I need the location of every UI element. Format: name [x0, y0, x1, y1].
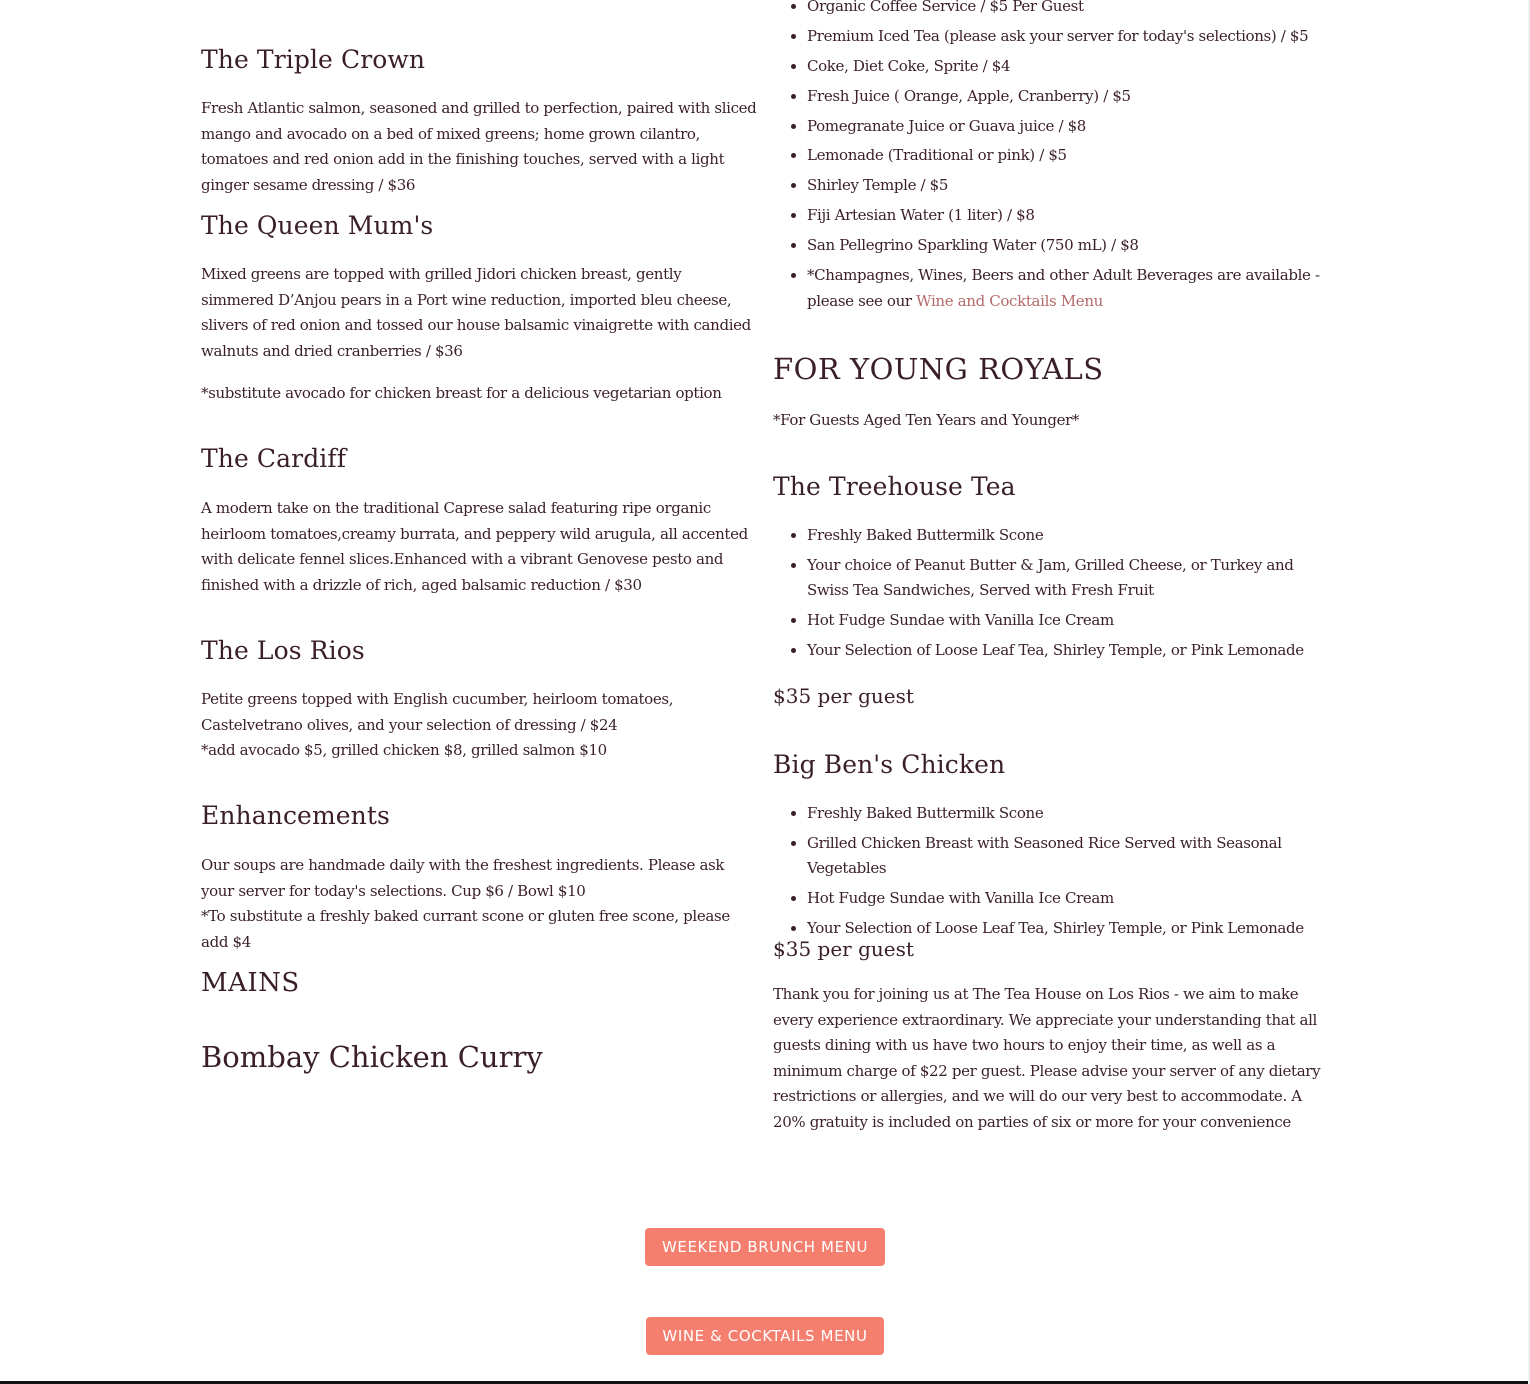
dish-desc-triple-crown: Fresh Atlantic salmon, seasoned and grilled to perfection, paired with sliced mango and avocado on a bed of mixed greens; home grown cilantro, tomatoes and red onion add in the finishing touches, served with a light ginger sesame dressing / $36	[201, 99, 757, 194]
list-item: • Your choice of Peanut Butter & Jam, Grilled Cheese, or Turkey and Swiss Tea Sandwiches, Served with Fresh Fruit	[807, 553, 1329, 604]
list-item: • Freshly Baked Buttermilk Scone	[807, 523, 1329, 549]
wine-cocktails-menu-button[interactable]: WINE & COCKTAILS MENU	[646, 1317, 884, 1355]
dish-title-triple-crown: The Triple Crown	[201, 45, 426, 74]
beverage-list	[773, 0, 1329, 318]
dish-desc-enhancements: Our soups are handmade daily with the freshest ingredients. Please ask your server for today's selections. Cup $6 / Bowl $10	[201, 856, 725, 900]
list-item: • Fiji Artesian Water (1 liter) / $8	[807, 203, 1329, 229]
list-item: • Lemonade (Traditional or pink) / $5	[807, 143, 1329, 169]
list-item-adult-beverages	[807, 263, 1329, 314]
list-item: • Hot Fudge Sundae with Vanilla Ice Cream	[807, 886, 1329, 912]
list-item: • Shirley Temple / $5	[807, 173, 1329, 199]
list-item: • Organic Coffee Service / $5 Per Guest	[807, 0, 1329, 20]
dish-title-bombay-chicken-curry: Bombay Chicken Curry	[201, 1040, 543, 1074]
young-royals-subtitle: *For Guests Aged Ten Years and Younger*	[773, 411, 1080, 429]
list-item: • San Pellegrino Sparkling Water (750 mL) / $8	[807, 233, 1329, 259]
dish-desc-cardiff: A modern take on the traditional Caprese salad featuring ripe organic heirloom tomatoes,creamy burrata, and peppery wild arugula, all accented with delicate fennel slices.Enhanced with a vibrant Genovese pesto and finished with a drizzle of rich, aged balsamic reduction / $30	[201, 499, 748, 594]
dish-note-queen-mum: *substitute avocado for chicken breast for a delicious vegetarian option	[201, 384, 722, 402]
big-bens-chicken-list	[773, 801, 1329, 946]
list-item: • Coke, Diet Coke, Sprite / $4	[807, 54, 1329, 80]
treehouse-tea-list	[773, 523, 1329, 668]
list-item: • Hot Fudge Sundae with Vanilla Ice Cream	[807, 608, 1329, 634]
list-item: • Freshly Baked Buttermilk Scone	[807, 801, 1329, 827]
adult-beverage-note: *Champagnes, Wines, Beers and other Adult Beverages are available - please see our	[807, 266, 1320, 310]
closing-note: Thank you for joining us at The Tea House on Los Rios - we aim to make every experience extraordinary. We appreciate your understanding that all guests dining with us have two hours to enjoy their time, as well as a minimum charge of $22 per guest. Please advise your server of any dietary restrictions or allergies, and we will do our very best to accommodate. A 20% gratuity is included on parties of six or more for your convenience	[773, 985, 1321, 1131]
dish-desc-queen-mum: Mixed greens are topped with grilled Jidori chicken breast, gently simmered D’Anjou pears in a Port wine reduction, imported bleu cheese, slivers of red onion and tossed our house balsamic vinaigrette with candied walnuts and dried cranberries / $36	[201, 265, 751, 360]
weekend-brunch-menu-button[interactable]: WEEKEND BRUNCH MENU	[645, 1228, 885, 1266]
dish-desc-los-rios: Petite greens topped with English cucumber, heirloom tomatoes, Castelvetrano olives, and your selection of dressing / $24	[201, 690, 674, 734]
list-item: • Your Selection of Loose Leaf Tea, Shirley Temple, or Pink Lemonade	[807, 638, 1329, 664]
dish-title-cardiff: The Cardiff	[201, 444, 347, 473]
list-item: • Fresh Juice ( Orange, Apple, Cranberry) / $5	[807, 84, 1329, 110]
treehouse-tea-price: $35 per guest	[773, 684, 914, 708]
list-item: • Premium Iced Tea (please ask your server for today's selections) / $5	[807, 24, 1329, 50]
dish-title-treehouse-tea: The Treehouse Tea	[773, 472, 1016, 501]
list-item: • Grilled Chicken Breast with Seasoned Rice Served with Seasonal Vegetables	[807, 831, 1329, 882]
big-bens-chicken-price: $35 per guest	[773, 937, 914, 961]
dish-title-los-rios: The Los Rios	[201, 636, 365, 665]
list-item: • Your Selection of Loose Leaf Tea, Shirley Temple, or Pink Lemonade	[807, 916, 1329, 942]
dish-note-enhancements: *To substitute a freshly baked currant scone or gluten free scone, please add $4	[201, 907, 730, 951]
section-heading-young-royals: FOR YOUNG ROYALS	[773, 352, 1104, 386]
list-item: • Pomegranate Juice or Guava juice / $8	[807, 114, 1329, 140]
wine-cocktails-link[interactable]: Wine and Cocktails Menu	[916, 291, 1103, 310]
dish-note-los-rios: *add avocado $5, grilled chicken $8, grilled salmon $10	[201, 741, 607, 759]
dish-title-big-bens-chicken: Big Ben's Chicken	[773, 750, 1006, 779]
section-heading-mains: MAINS	[201, 968, 300, 998]
dish-title-enhancements: Enhancements	[201, 801, 390, 830]
dish-title-queen-mum: The Queen Mum's	[201, 211, 434, 240]
